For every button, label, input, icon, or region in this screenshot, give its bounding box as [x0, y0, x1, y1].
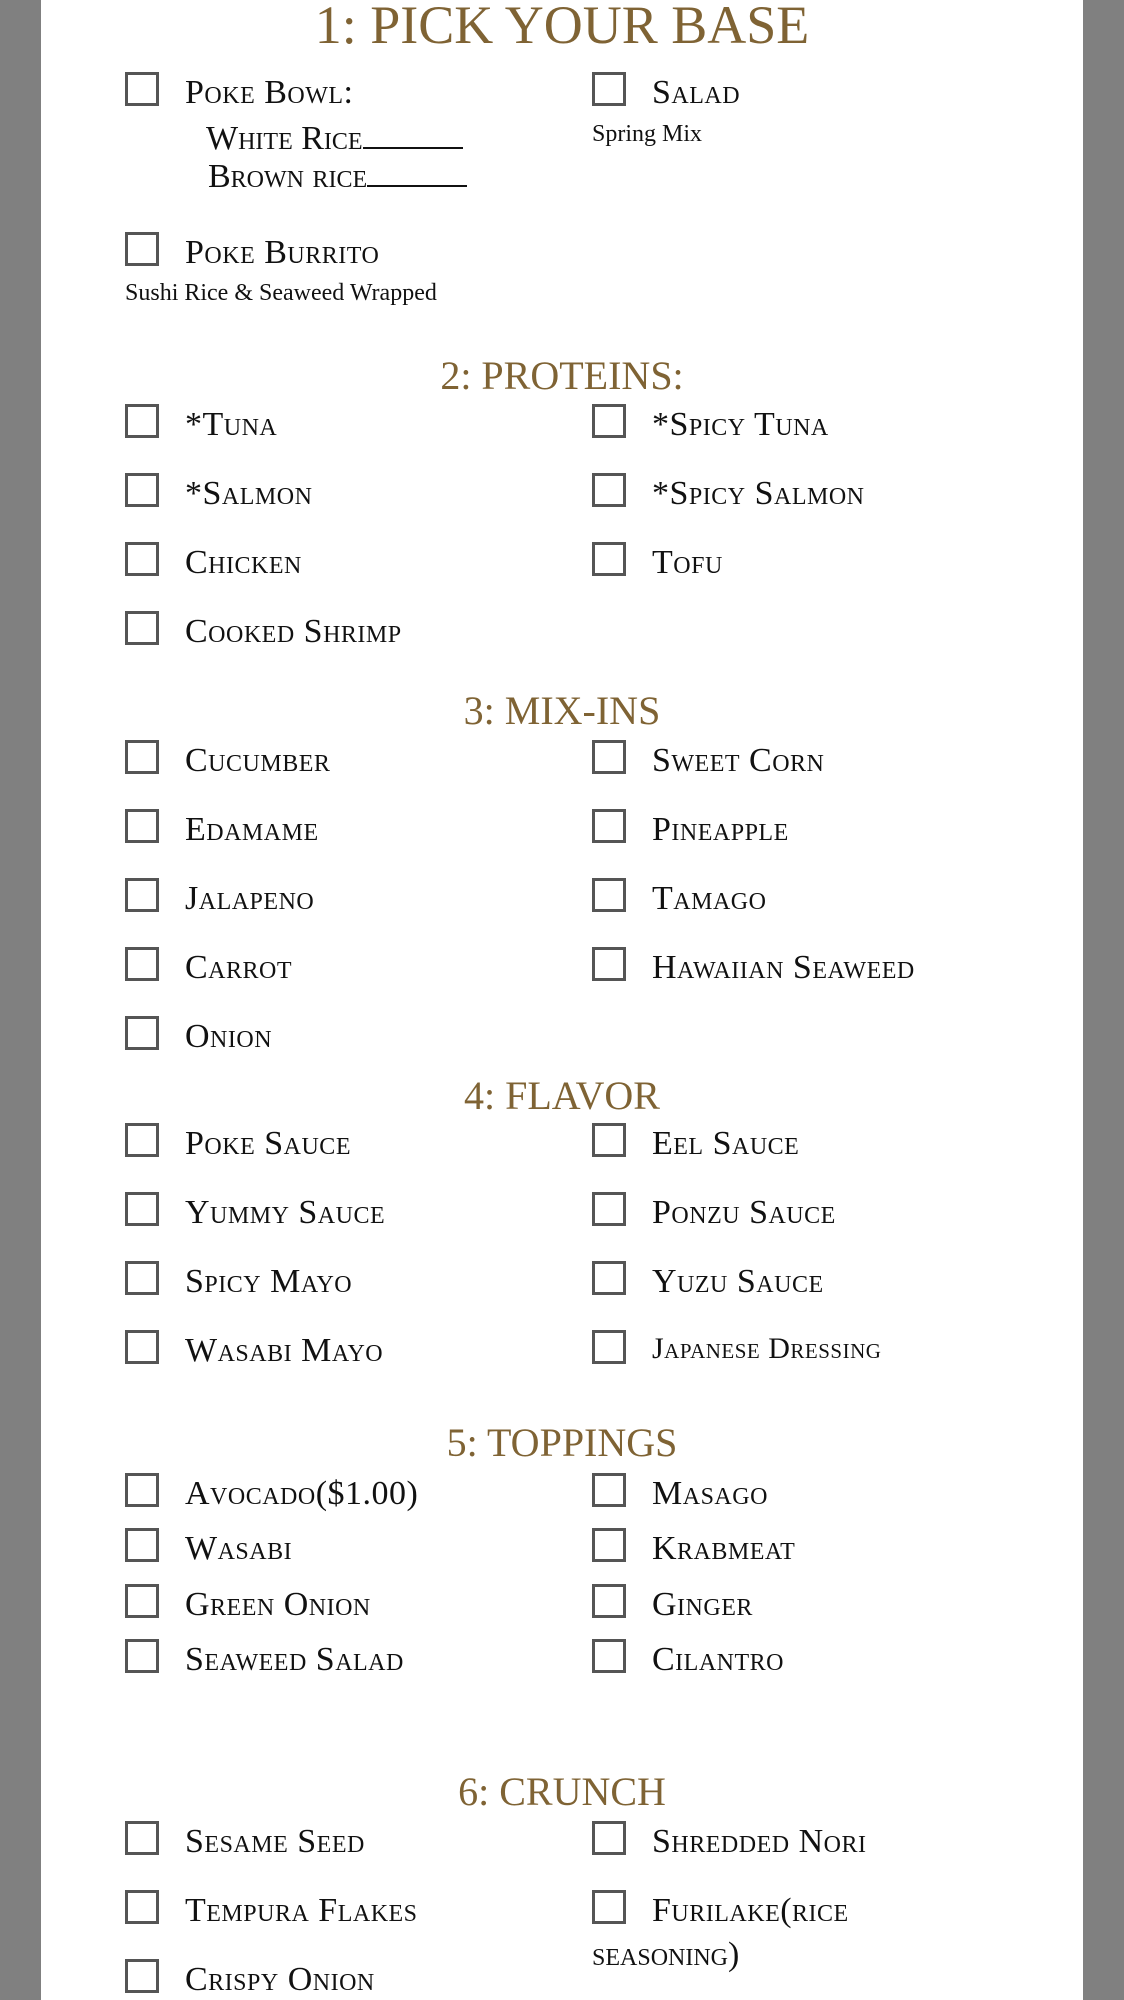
option-label: Japanese Dressing	[652, 1332, 882, 1365]
option-label: Poke Sauce	[185, 1125, 351, 1162]
checkbox[interactable]	[592, 1330, 626, 1364]
option-label: Ginger	[652, 1586, 753, 1623]
option-label: *Spicy Salmon	[652, 475, 865, 512]
option-label: Sweet Corn	[652, 742, 825, 779]
burrito-subtitle: Sushi Rice & Seaweed Wrapped	[125, 280, 437, 306]
salad-subtitle: Spring Mix	[592, 121, 703, 147]
option-label: Poke Bowl:	[185, 74, 354, 111]
menu-page	[41, 0, 1083, 2000]
checkbox[interactable]	[592, 1123, 626, 1157]
checkbox[interactable]	[125, 232, 159, 266]
checkbox[interactable]	[125, 473, 159, 507]
checkbox[interactable]	[125, 1330, 159, 1364]
option-label: Furilake(rice	[652, 1892, 849, 1929]
checkbox[interactable]	[125, 1473, 159, 1507]
checkbox[interactable]	[592, 473, 626, 507]
checkbox[interactable]	[592, 1821, 626, 1855]
option-label: Spicy Mayo	[185, 1263, 353, 1300]
option-label: Salad	[652, 74, 741, 111]
checkbox[interactable]	[125, 611, 159, 645]
section-title-proteins: 2: PROTEINS:	[440, 353, 684, 398]
option-label: Hawaiian Seaweed	[652, 949, 915, 986]
brown-rice-blank[interactable]	[367, 163, 467, 187]
checkbox[interactable]	[592, 740, 626, 774]
checkbox[interactable]	[592, 72, 626, 106]
brown-rice-line	[208, 160, 467, 194]
option-label: Onion	[185, 1018, 273, 1055]
option-label: *Spicy Tuna	[652, 406, 829, 443]
white-rice-label: White Rice	[206, 120, 363, 157]
section-title-mixins: 3: MIX-INS	[463, 688, 661, 733]
checkbox[interactable]	[125, 1528, 159, 1562]
option-label: *Salmon	[185, 475, 313, 512]
checkbox[interactable]	[125, 1639, 159, 1673]
option-label: Yuzu Sauce	[652, 1263, 824, 1300]
checkbox[interactable]	[592, 947, 626, 981]
option-label: Yummy Sauce	[185, 1194, 386, 1231]
section-title-base: 1: PICK YOUR BASE	[314, 0, 810, 55]
option-label: *Tuna	[185, 406, 278, 443]
white-rice-line	[206, 122, 463, 156]
checkbox[interactable]	[592, 1890, 626, 1924]
section-title-toppings: 5: TOPPINGS	[446, 1420, 678, 1465]
option-label: Eel Sauce	[652, 1125, 800, 1162]
checkbox[interactable]	[592, 1473, 626, 1507]
checkbox[interactable]	[592, 1584, 626, 1618]
option-label: Sesame Seed	[185, 1823, 365, 1860]
checkbox[interactable]	[125, 404, 159, 438]
option-label: Poke Burrito	[185, 234, 380, 271]
option-label: Cooked Shrimp	[185, 613, 402, 650]
checkbox[interactable]	[125, 1821, 159, 1855]
checkbox[interactable]	[125, 72, 159, 106]
checkbox[interactable]	[125, 1192, 159, 1226]
option-label: Shredded Nori	[652, 1823, 867, 1860]
checkbox[interactable]	[125, 1959, 159, 1993]
white-rice-blank[interactable]	[363, 125, 463, 149]
checkbox[interactable]	[125, 878, 159, 912]
checkbox[interactable]	[592, 809, 626, 843]
option-label: Seaweed Salad	[185, 1641, 404, 1678]
checkbox[interactable]	[125, 1016, 159, 1050]
checkbox[interactable]	[125, 1123, 159, 1157]
checkbox[interactable]	[592, 1528, 626, 1562]
option-label: Ponzu Sauce	[652, 1194, 836, 1231]
checkbox[interactable]	[125, 740, 159, 774]
option-label: Tempura Flakes	[185, 1892, 418, 1929]
option-label: Green Onion	[185, 1586, 371, 1623]
section-title-crunch: 6: CRUNCH	[458, 1769, 666, 1814]
checkbox[interactable]	[592, 1192, 626, 1226]
checkbox[interactable]	[592, 1639, 626, 1673]
checkbox[interactable]	[592, 542, 626, 576]
option-label: Cucumber	[185, 742, 331, 779]
option-label: Cilantro	[652, 1641, 784, 1678]
option-label: Krabmeat	[652, 1530, 796, 1567]
option-label: Tamago	[652, 880, 767, 917]
checkbox[interactable]	[125, 1584, 159, 1618]
checkbox[interactable]	[125, 1261, 159, 1295]
option-label: Chicken	[185, 544, 302, 581]
checkbox[interactable]	[592, 878, 626, 912]
checkbox[interactable]	[125, 542, 159, 576]
section-title-flavor: 4: FLAVOR	[464, 1073, 660, 1118]
checkbox[interactable]	[592, 1261, 626, 1295]
option-label: Avocado($1.00)	[185, 1475, 419, 1512]
checkbox[interactable]	[125, 1890, 159, 1924]
option-label: Masago	[652, 1475, 768, 1512]
option-label: Crispy Onion	[185, 1961, 375, 1998]
checkbox[interactable]	[592, 404, 626, 438]
checkbox[interactable]	[125, 809, 159, 843]
option-label: Carrot	[185, 949, 293, 986]
option-label: Tofu	[652, 544, 723, 581]
option-label: Edamame	[185, 811, 319, 848]
option-label: Pineapple	[652, 811, 789, 848]
option-label: Wasabi Mayo	[185, 1332, 384, 1369]
option-label: Wasabi	[185, 1530, 293, 1567]
furilake-line2: seasoning)	[592, 1936, 740, 1973]
brown-rice-label: Brown rice	[208, 158, 368, 195]
option-label: Jalapeno	[185, 880, 315, 917]
checkbox[interactable]	[125, 947, 159, 981]
